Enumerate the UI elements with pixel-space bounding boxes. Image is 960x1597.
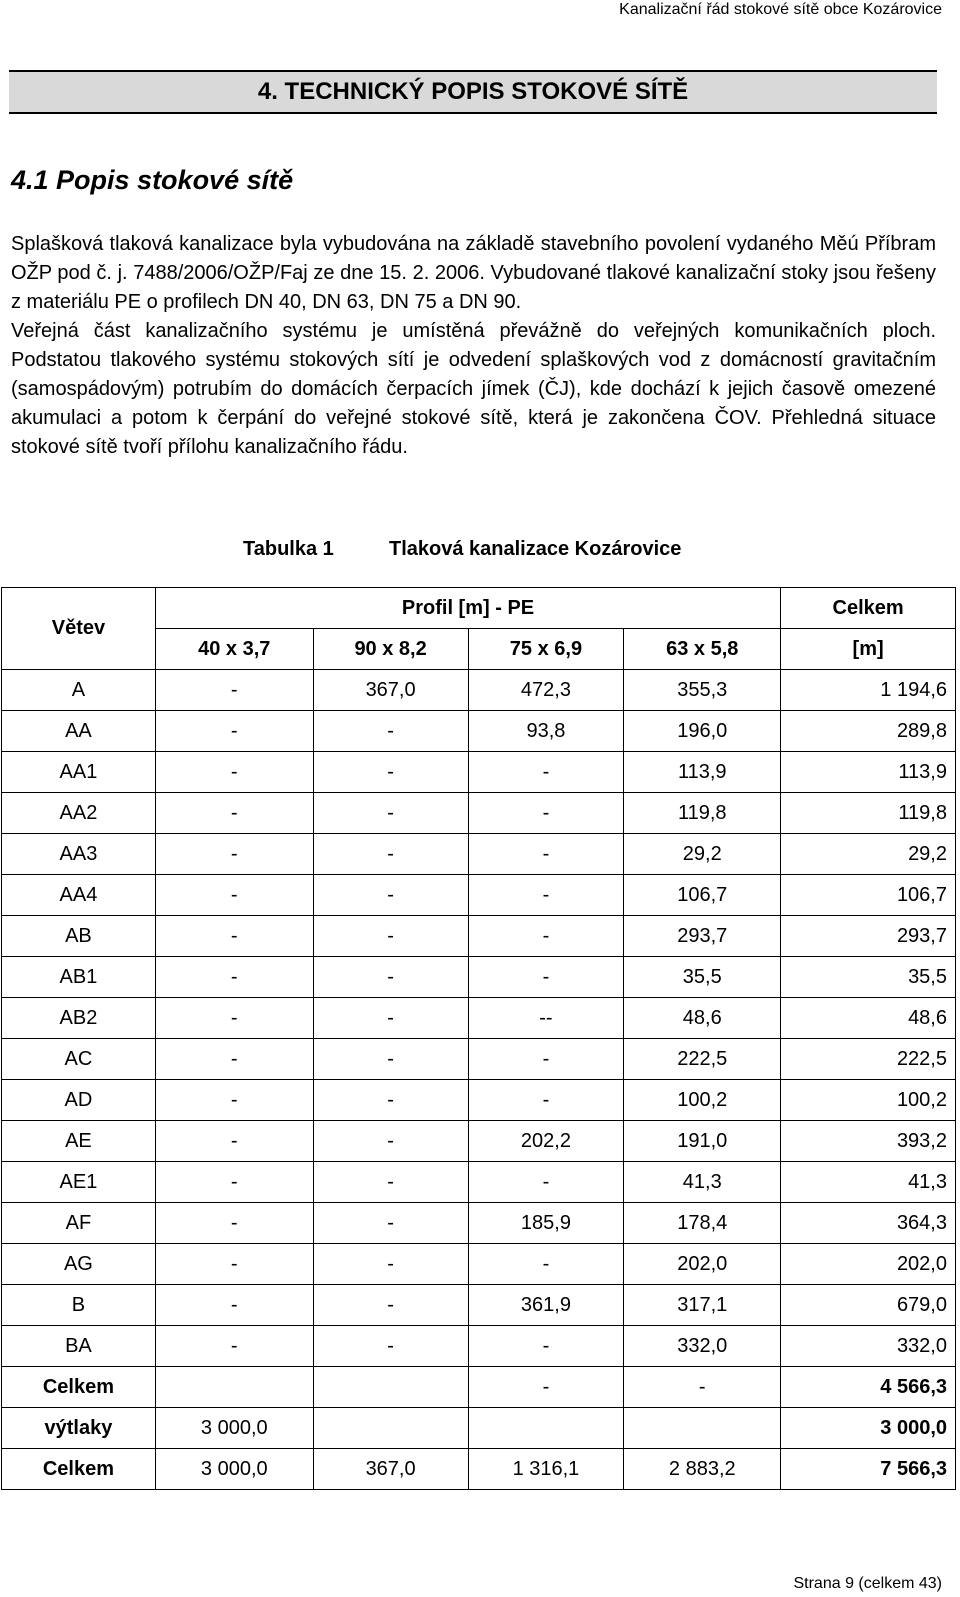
branch-cell: Celkem <box>2 1449 156 1490</box>
total-cell: 29,2 <box>781 834 956 875</box>
chapter-title: 4. TECHNICKÝ POPIS STOKOVÉ SÍTĚ <box>257 78 689 105</box>
branch-header: Větev <box>2 588 156 670</box>
table-body <box>2 670 956 1490</box>
length-cell <box>313 1367 468 1408</box>
branch-cell: AG <box>2 1244 156 1285</box>
branch-cell: AC <box>2 1039 156 1080</box>
table-row <box>2 1285 956 1326</box>
branch-cell: AA3 <box>2 834 156 875</box>
length-cell <box>155 1367 313 1408</box>
length-cell: 202,2 <box>468 1121 624 1162</box>
length-cell: - <box>313 711 468 752</box>
branch-cell: BA <box>2 1326 156 1367</box>
length-cell: 222,5 <box>624 1039 781 1080</box>
length-cell: - <box>468 1039 624 1080</box>
length-cell: - <box>468 1244 624 1285</box>
total-cell: 100,2 <box>781 1080 956 1121</box>
length-cell: - <box>313 1244 468 1285</box>
table-row <box>2 793 956 834</box>
length-cell: 361,9 <box>468 1285 624 1326</box>
length-cell: 41,3 <box>624 1162 781 1203</box>
profile-header: 63 x 5,8 <box>624 629 781 670</box>
branch-cell: AB1 <box>2 957 156 998</box>
branch-cell: AB2 <box>2 998 156 1039</box>
length-cell: - <box>313 1121 468 1162</box>
length-cell: 293,7 <box>624 916 781 957</box>
length-cell: - <box>468 834 624 875</box>
length-cell: 93,8 <box>468 711 624 752</box>
length-cell: 185,9 <box>468 1203 624 1244</box>
table-number: Tabulka 1 <box>243 538 334 560</box>
length-cell: - <box>155 1326 313 1367</box>
total-cell: 332,0 <box>781 1326 956 1367</box>
length-cell: 48,6 <box>624 998 781 1039</box>
total-cell: 48,6 <box>781 998 956 1039</box>
branch-cell: výtlaky <box>2 1408 156 1449</box>
length-cell: - <box>468 793 624 834</box>
table-row <box>2 1121 956 1162</box>
length-cell: - <box>313 793 468 834</box>
table-row <box>2 670 956 711</box>
length-cell: - <box>468 1367 624 1408</box>
sewer-length-table <box>1 587 956 1490</box>
length-cell: - <box>155 998 313 1039</box>
length-cell: - <box>155 670 313 711</box>
table-title: Tlaková kanalizace Kozárovice <box>389 538 682 560</box>
length-cell <box>313 1408 468 1449</box>
length-cell: - <box>468 916 624 957</box>
length-cell: - <box>313 998 468 1039</box>
length-cell: - <box>155 752 313 793</box>
length-cell: - <box>155 711 313 752</box>
length-cell: - <box>313 1039 468 1080</box>
branch-cell: AE <box>2 1121 156 1162</box>
length-cell: -- <box>468 998 624 1039</box>
length-cell: 3 000,0 <box>155 1449 313 1490</box>
length-cell: 367,0 <box>313 670 468 711</box>
table-caption <box>0 538 960 566</box>
length-cell: - <box>313 834 468 875</box>
length-cell: - <box>155 957 313 998</box>
length-cell: 317,1 <box>624 1285 781 1326</box>
table-row <box>2 875 956 916</box>
length-cell: - <box>313 1080 468 1121</box>
length-cell: - <box>155 875 313 916</box>
total-cell: 289,8 <box>781 711 956 752</box>
total-cell: 7 566,3 <box>781 1449 956 1490</box>
total-cell: 679,0 <box>781 1285 956 1326</box>
table-row <box>2 711 956 752</box>
length-cell: - <box>313 957 468 998</box>
length-cell: 355,3 <box>624 670 781 711</box>
total-cell: 293,7 <box>781 916 956 957</box>
length-cell: 1 316,1 <box>468 1449 624 1490</box>
table-row <box>2 1039 956 1080</box>
length-cell: - <box>468 1162 624 1203</box>
length-cell <box>468 1408 624 1449</box>
length-cell: 29,2 <box>624 834 781 875</box>
running-header: Kanalizační řád stokové sítě obce Kozárovice <box>619 1 942 18</box>
length-cell: - <box>155 916 313 957</box>
length-cell: - <box>468 752 624 793</box>
total-cell: 202,0 <box>781 1244 956 1285</box>
length-cell: - <box>468 957 624 998</box>
total-cell: 364,3 <box>781 1203 956 1244</box>
table-row <box>2 916 956 957</box>
total-cell: 35,5 <box>781 957 956 998</box>
length-cell: - <box>313 1162 468 1203</box>
length-cell: - <box>155 1244 313 1285</box>
total-header: Celkem <box>781 588 956 629</box>
length-cell: 178,4 <box>624 1203 781 1244</box>
length-cell: - <box>155 1203 313 1244</box>
table-row <box>2 752 956 793</box>
length-cell: - <box>155 1080 313 1121</box>
length-cell: - <box>155 1285 313 1326</box>
total-cell: 3 000,0 <box>781 1408 956 1449</box>
length-cell: - <box>313 1326 468 1367</box>
length-cell: 113,9 <box>624 752 781 793</box>
length-cell: 106,7 <box>624 875 781 916</box>
length-cell: - <box>155 793 313 834</box>
table-row <box>2 1244 956 1285</box>
total-cell: 41,3 <box>781 1162 956 1203</box>
chapter-title-bar <box>9 70 937 114</box>
length-cell: 100,2 <box>624 1080 781 1121</box>
length-cell: - <box>155 1162 313 1203</box>
branch-cell: AF <box>2 1203 156 1244</box>
branch-cell: Celkem <box>2 1367 156 1408</box>
length-cell: - <box>468 1080 624 1121</box>
paragraph: Veřejná část kanalizačního systému je umístěná převážně do veřejných komunikačních ploch. Podstatou tlakového systému stokových sítí je odvedení splaškových vod z domácností gravitačním (samospádovým) potrubím do domácích čerpacích jímek (ČJ), kde dochází k jejich časově omezené akumulaci a potom k čerpání do veřejné stokové sítě, která je zakončena ČOV. Přehledná situace stokové sítě tvoří přílohu kanalizačního řádu. <box>11 320 936 458</box>
table-row <box>2 834 956 875</box>
table-row <box>2 998 956 1039</box>
total-cell: 106,7 <box>781 875 956 916</box>
branch-cell: AD <box>2 1080 156 1121</box>
length-cell: - <box>155 834 313 875</box>
table-row <box>2 1449 956 1490</box>
length-cell: - <box>313 875 468 916</box>
total-cell: 119,8 <box>781 793 956 834</box>
branch-cell: AB <box>2 916 156 957</box>
length-cell: 119,8 <box>624 793 781 834</box>
branch-cell: AA1 <box>2 752 156 793</box>
branch-cell: AA <box>2 711 156 752</box>
branch-cell: AE1 <box>2 1162 156 1203</box>
total-cell: 1 194,6 <box>781 670 956 711</box>
table-row <box>2 1162 956 1203</box>
length-cell: - <box>313 1285 468 1326</box>
branch-cell: B <box>2 1285 156 1326</box>
total-cell: 393,2 <box>781 1121 956 1162</box>
length-cell: 332,0 <box>624 1326 781 1367</box>
length-cell: - <box>468 1326 624 1367</box>
length-cell: - <box>155 1039 313 1080</box>
length-cell: 202,0 <box>624 1244 781 1285</box>
length-cell: 35,5 <box>624 957 781 998</box>
length-cell <box>624 1408 781 1449</box>
total-cell: 4 566,3 <box>781 1367 956 1408</box>
profile-group-header: Profil [m] - PE <box>155 588 780 629</box>
section-title: 4.1 Popis stokové sítě <box>11 165 294 195</box>
length-cell: 2 883,2 <box>624 1449 781 1490</box>
length-cell: 472,3 <box>468 670 624 711</box>
table-row <box>2 1203 956 1244</box>
table-row <box>2 1080 956 1121</box>
length-cell: - <box>624 1367 781 1408</box>
length-cell: - <box>313 916 468 957</box>
length-cell: 3 000,0 <box>155 1408 313 1449</box>
body-text <box>11 230 936 462</box>
total-cell: 222,5 <box>781 1039 956 1080</box>
profile-header: 90 x 8,2 <box>313 629 468 670</box>
length-cell: 191,0 <box>624 1121 781 1162</box>
length-cell: - <box>468 875 624 916</box>
total-cell: 113,9 <box>781 752 956 793</box>
length-cell: 367,0 <box>313 1449 468 1490</box>
length-cell: - <box>313 1203 468 1244</box>
length-cell: 196,0 <box>624 711 781 752</box>
total-unit-header: [m] <box>781 629 956 670</box>
branch-cell: AA4 <box>2 875 156 916</box>
table-row <box>2 957 956 998</box>
table-row <box>2 1367 956 1408</box>
profile-header: 75 x 6,9 <box>468 629 624 670</box>
branch-cell: AA2 <box>2 793 156 834</box>
page-number: Strana 9 (celkem 43) <box>793 1575 942 1592</box>
length-cell: - <box>313 752 468 793</box>
table-row <box>2 1408 956 1449</box>
table-row <box>2 1326 956 1367</box>
profile-header: 40 x 3,7 <box>155 629 313 670</box>
length-cell: - <box>155 1121 313 1162</box>
table-header-row <box>2 588 956 629</box>
branch-cell: A <box>2 670 156 711</box>
paragraph: Splašková tlaková kanalizace byla vybudována na základě stavebního povolení vydaného Měú Příbram OŽP pod č. j. 7488/2006/OŽP/Faj ze dne 15. 2. 2006. Vybudované tlakové kanalizační stoky jsou řešeny z materiálu PE o profilech DN 40, DN 63, DN 75 a DN 90. <box>11 233 936 313</box>
